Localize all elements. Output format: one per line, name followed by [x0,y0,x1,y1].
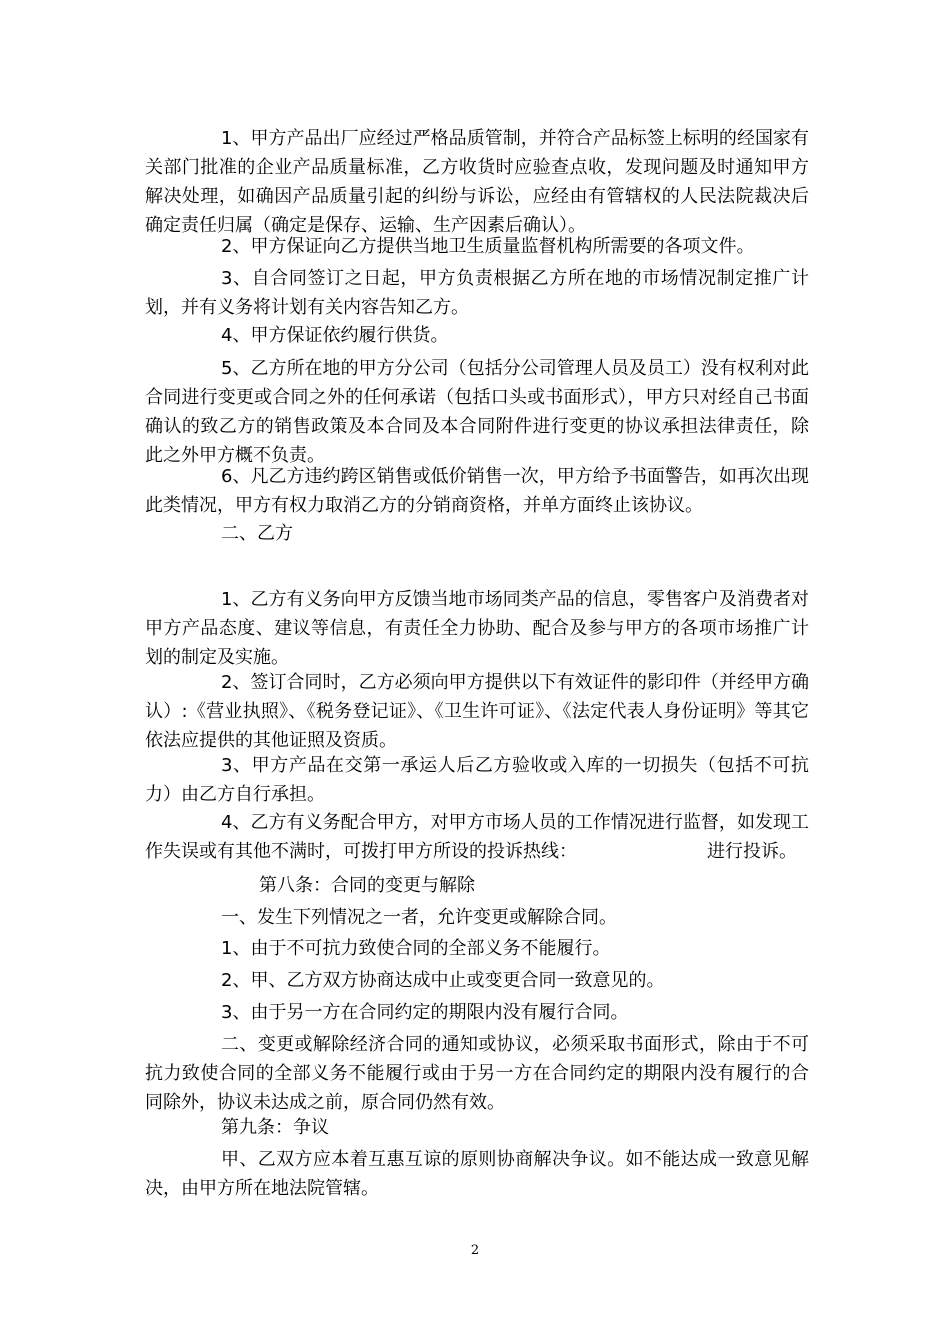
article-8-item-1: 1、由于不可抗力致使合同的全部义务不能履行。 [221,938,611,959]
yi-clause-4-text: 4、乙方有义务配合甲方，对甲方市场人员的工作情况进行监督，如发现工作失误或有其他不满时，可拨打甲方所设的投诉热线： [145,812,809,862]
article-8-notice: 二、变更或解除经济合同的通知或协议，必须采取书面形式，除由于不可抗力致使合同的全部义务不能履行或由于另一方在合同约定的期限内没有履行的合同除外，协议未达成之前，原合同仍然有效。 [145,1034,809,1113]
jia-clause-6: 6、凡乙方违约跨区销售或低价销售一次，甲方给予书面警告，如再次出现此类情况，甲方有权力取消乙方的分销商资格，并单方面终止该协议。 [145,466,809,516]
yi-clause-4 [145,808,809,866]
jia-clause-3: 3、自合同签订之日起，甲方负责根据乙方所在地的市场情况制定推广计划，并有义务将计划有关内容告知乙方。 [145,268,809,318]
article-8-item-3: 3、由于另一方在合同约定的期限内没有履行合同。 [221,1002,629,1023]
article-8-item-2: 2、甲、乙方双方协商达成中止或变更合同一致意见的。 [221,970,665,991]
yi-clause-3: 3、甲方产品在交第一承运人后乙方验收或入库的一切损失（包括不可抗力）由乙方自行承担。 [145,755,809,805]
jia-clause-1: 1、甲方产品出厂应经过严格品质管制，并符合产品标签上标明的经国家有关部门批准的企业产品质量标准，乙方收货时应验查点收，发现问题及时通知甲方解决处理，如确因产品质量引起的纠纷与诉讼，应经由有管辖权的人民法院裁决后确定责任归属（确定是保存、运输、生产因素后确认）。 [145,128,809,236]
article-9-title: 第九条：争议 [221,1117,329,1138]
yi-heading: 二、乙方 [221,523,293,544]
article-8-title: 第八条：合同的变更与解除 [259,875,475,896]
yi-clause-4-end: 进行投诉。 [707,841,797,862]
jia-clause-4: 4、甲方保证依约履行供货。 [221,325,449,346]
jia-clause-2: 2、甲方保证向乙方提供当地卫生质量监督机构所需要的各项文件。 [221,236,755,257]
jia-clause-5: 5、乙方所在地的甲方分公司（包括分公司管理人员及员工）没有权利对此合同进行变更或合同之外的任何承诺（包括口头或书面形式），甲方只对经自己书面确认的致乙方的销售政策及本合同及本合同附件进行变更的协议承担法律责任，除此之外甲方概不负责。 [145,358,809,466]
yi-clause-1: 1、乙方有义务向甲方反馈当地市场同类产品的信息，零售客户及消费者对甲方产品态度、建议等信息，有责任全力协助、配合及参与甲方的各项市场推广计划的制定及实施。 [145,589,809,668]
article-8-intro: 一、发生下列情况之一者，允许变更或解除合同。 [221,907,617,928]
article-9-text: 甲、乙双方应本着互惠互谅的原则协商解决争议。如不能达成一致意见解决，由甲方所在地法院管辖。 [145,1149,809,1199]
page-number: 2 [470,1243,480,1258]
yi-clause-2: 2、签订合同时，乙方必须向甲方提供以下有效证件的影印件（并经甲方确认）:《营业执照》、《税务登记证》、《卫生许可证》、《法定代表人身份证明》等其它依法应提供的其他证照及资质。 [145,672,809,751]
